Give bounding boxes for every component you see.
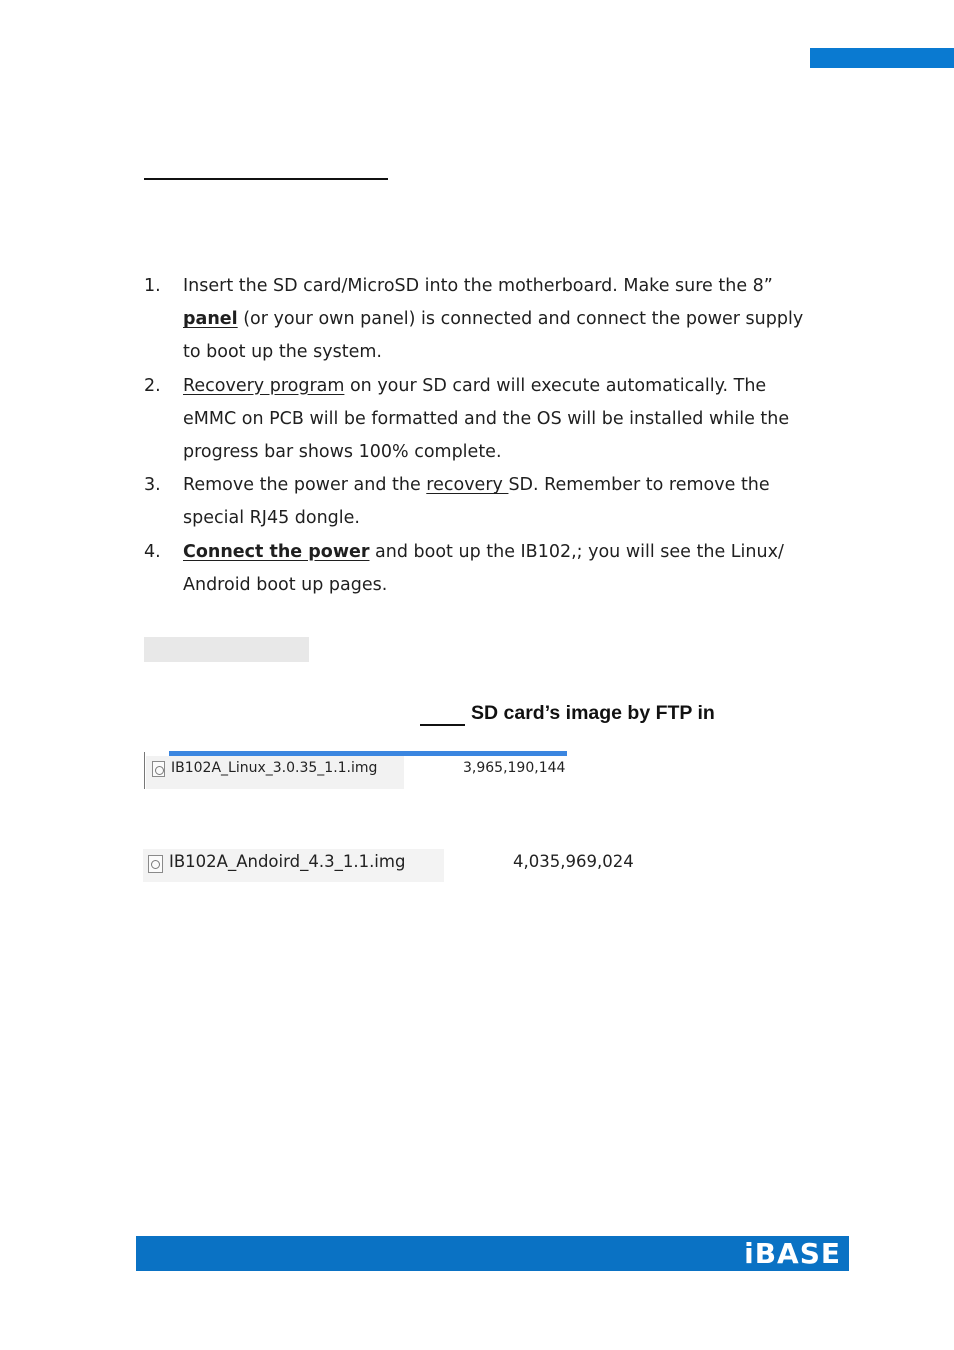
step-4 [144, 536, 824, 602]
file-size: 4,035,969,024 [513, 852, 634, 871]
list-edge [144, 752, 145, 789]
ibase-logo: iBASE [744, 1237, 841, 1270]
step-number: 2. [144, 375, 161, 396]
section-title-underline [144, 178, 388, 180]
step-text: SD. Remember to remove the special RJ45 dongle. [183, 475, 770, 529]
step-number: 4. [144, 541, 161, 562]
step-number: 3. [144, 475, 161, 496]
header-accent-bar [810, 48, 954, 68]
step-text: (or your own panel) is connected and connect the power supply to boot up the system. [183, 309, 804, 363]
file-name[interactable]: IB102A_Andoird_4.3_1.1.img [169, 852, 406, 871]
step-text: Remove the power and the [183, 475, 427, 496]
recovery-link[interactable]: recovery [426, 475, 509, 496]
installation-steps [144, 270, 824, 602]
ftp-heading: SD card’s image by FTP in [471, 702, 715, 724]
disc-image-file-icon [152, 761, 165, 777]
step-number: 1. [144, 276, 161, 296]
blank-underline [420, 724, 465, 726]
step-3 [144, 469, 824, 535]
redacted-heading [144, 637, 309, 662]
panel-link[interactable]: panel [183, 309, 238, 330]
file-name[interactable]: IB102A_Linux_3.0.35_1.1.img [171, 760, 378, 776]
footer-bar [136, 1236, 849, 1271]
step-2 [144, 370, 824, 470]
step-text: Insert the SD card/MicroSD into the motherboard. Make sure the 8” [183, 276, 773, 296]
step-text: and boot up the IB102,; you will see the Linux/ Android boot up pages. [183, 541, 784, 595]
step-1 [144, 270, 824, 370]
recovery-program-link[interactable]: Recovery program [183, 375, 345, 396]
selection-bar [169, 751, 567, 756]
disc-image-file-icon [148, 855, 163, 873]
step-text: on your SD card will execute automatically. The eMMC on PCB will be formatted and the OS will be installed while the progress bar shows 100% complete. [183, 375, 790, 463]
file-size: 3,965,190,144 [463, 760, 566, 776]
connect-power-link[interactable]: Connect the power [183, 541, 370, 562]
